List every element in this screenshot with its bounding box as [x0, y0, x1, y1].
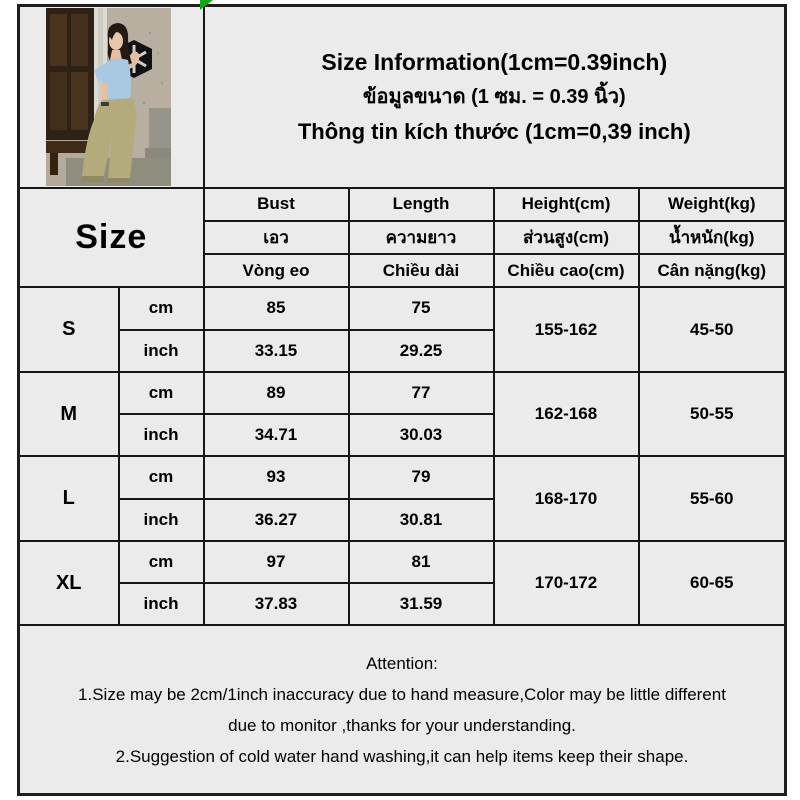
s-bust-cm: 85	[204, 287, 349, 329]
attention-line-2: due to monitor ,thanks for your understanding.	[228, 715, 576, 735]
attention-title: Attention:	[366, 653, 438, 673]
col-header-length-th: ความยาว	[349, 221, 494, 254]
table-row-m-cm	[19, 372, 786, 414]
m-height-range: 162-168	[494, 372, 639, 457]
m-length-cm: 77	[349, 372, 494, 414]
col-header-weight-th: น้ำหนัก(kg)	[639, 221, 786, 254]
unit-cm: cm	[119, 541, 204, 583]
s-length-inch: 29.25	[349, 330, 494, 372]
size-column-header: Size	[19, 188, 204, 288]
m-bust-inch: 34.71	[204, 414, 349, 456]
unit-inch: inch	[119, 414, 204, 456]
table-row-s-cm	[19, 287, 786, 329]
size-label-l: L	[19, 456, 119, 541]
col-header-height-th: ส่วนสูง(cm)	[494, 221, 639, 254]
m-weight-range: 50-55	[639, 372, 786, 457]
attention-note	[19, 625, 786, 794]
col-header-height-vi: Chiều cao(cm)	[494, 254, 639, 287]
xl-length-cm: 81	[349, 541, 494, 583]
m-length-inch: 30.03	[349, 414, 494, 456]
unit-inch: inch	[119, 583, 204, 625]
green-corner-marker	[200, 0, 213, 10]
title-cell	[204, 6, 786, 188]
l-bust-cm: 93	[204, 456, 349, 498]
xl-height-range: 170-172	[494, 541, 639, 626]
title-thai: ข้อมูลขนาด (1 ซม. = 0.39 นิ้ว)	[362, 85, 626, 108]
attention-line-3: 2.Suggestion of cold water hand washing,it can help items keep their shape.	[115, 746, 689, 766]
col-header-bust-th: เอว	[204, 221, 349, 254]
unit-inch: inch	[119, 330, 204, 372]
unit-cm: cm	[119, 287, 204, 329]
size-label-s: S	[19, 287, 119, 372]
l-length-cm: 79	[349, 456, 494, 498]
l-length-inch: 30.81	[349, 499, 494, 541]
s-length-cm: 75	[349, 287, 494, 329]
unit-inch: inch	[119, 499, 204, 541]
size-label-xl: XL	[19, 541, 119, 626]
xl-weight-range: 60-65	[639, 541, 786, 626]
s-bust-inch: 33.15	[204, 330, 349, 372]
col-header-bust-vi: Vòng eo	[204, 254, 349, 287]
product-photo	[46, 8, 171, 186]
title-vietnamese: Thông tin kích thước (1cm=0,39 inch)	[297, 118, 691, 144]
size-chart-sheet	[17, 4, 787, 796]
l-bust-inch: 36.27	[204, 499, 349, 541]
l-weight-range: 55-60	[639, 456, 786, 541]
size-table	[17, 4, 787, 796]
product-photo-cell	[19, 6, 204, 188]
size-label-m: M	[19, 372, 119, 457]
col-header-weight-vi: Cân nặng(kg)	[639, 254, 786, 287]
attention-line-1: 1.Size may be 2cm/1inch inaccuracy due to hand measure,Color may be little different	[78, 684, 726, 704]
title-english: Size Information(1cm=0.39inch)	[321, 48, 668, 75]
unit-cm: cm	[119, 372, 204, 414]
col-header-weight-en: Weight(kg)	[639, 188, 786, 221]
xl-length-inch: 31.59	[349, 583, 494, 625]
m-bust-cm: 89	[204, 372, 349, 414]
table-row-l-cm	[19, 456, 786, 498]
unit-cm: cm	[119, 456, 204, 498]
col-header-height-en: Height(cm)	[494, 188, 639, 221]
table-row-xl-cm	[19, 541, 786, 583]
s-height-range: 155-162	[494, 287, 639, 372]
s-weight-range: 45-50	[639, 287, 786, 372]
col-header-length-en: Length	[349, 188, 494, 221]
xl-bust-inch: 37.83	[204, 583, 349, 625]
xl-bust-cm: 97	[204, 541, 349, 583]
col-header-bust-en: Bust	[204, 188, 349, 221]
l-height-range: 168-170	[494, 456, 639, 541]
col-header-length-vi: Chiều dài	[349, 254, 494, 287]
